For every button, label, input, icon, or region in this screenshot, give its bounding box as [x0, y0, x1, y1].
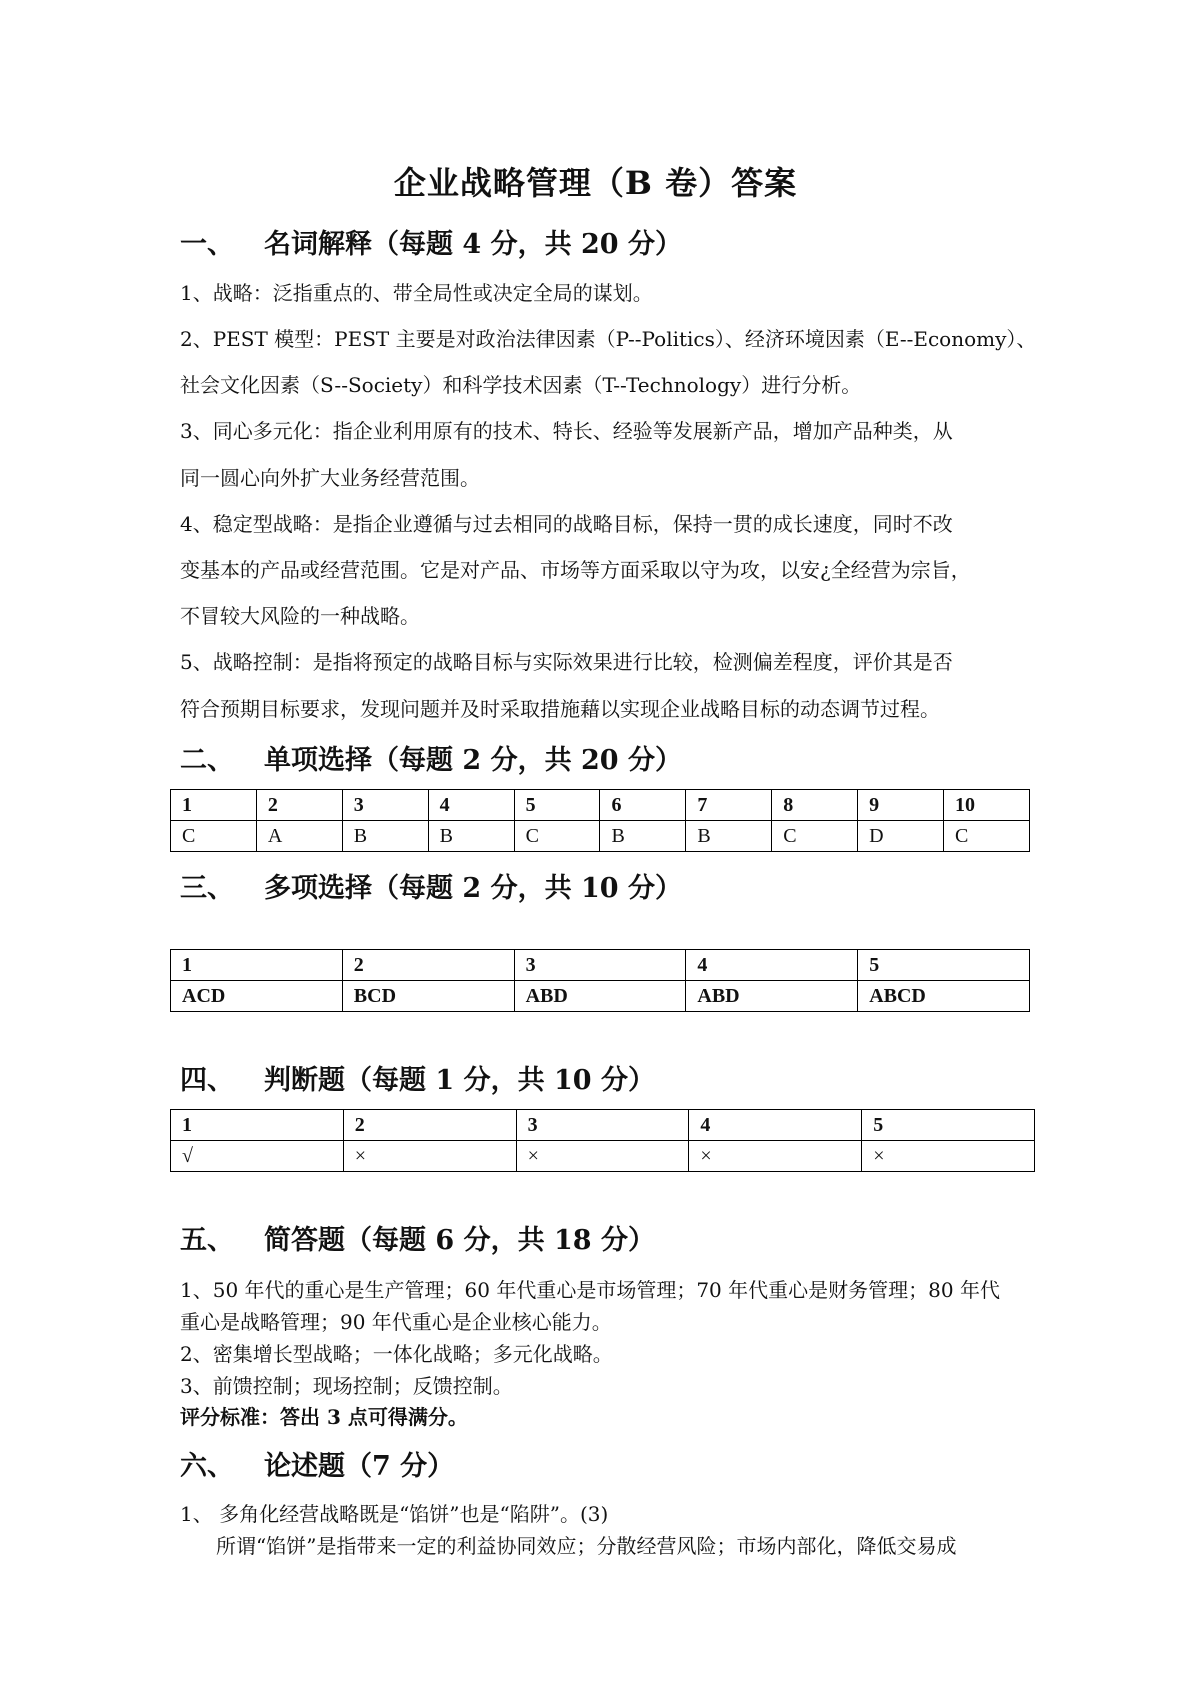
- section-2-heading: [180, 738, 682, 777]
- question-number: 1: [171, 1110, 344, 1141]
- s5-line-1: 1、50 年代的重心是生产管理；60 年代重心是市场管理；70 年代重心是财务管理；80 年代: [180, 1278, 1000, 1302]
- s6-line-1: 1、 多角化经营战略既是“馅饼”也是“陷阱”。(3): [180, 1502, 609, 1526]
- question-number: 5: [862, 1110, 1035, 1141]
- s1-line-1: 1、战略：泛指重点的、带全局性或决定全局的谋划。: [180, 281, 653, 305]
- answer-cell: B: [342, 821, 428, 852]
- answer-cell: √: [171, 1141, 344, 1172]
- section-4-heading: [180, 1058, 655, 1097]
- section-2-number: 二、: [180, 745, 234, 776]
- s5-line-3: 2、密集增长型战略；一体化战略；多元化战略。: [180, 1342, 613, 1366]
- s1-line-4: 3、同心多元化：指企业利用原有的技术、特长、经验等发展新产品，增加产品种类，从: [180, 419, 953, 443]
- question-number: 4: [428, 790, 514, 821]
- section-5-heading: [180, 1218, 655, 1257]
- answer-cell: B: [428, 821, 514, 852]
- question-number: 3: [514, 950, 686, 981]
- single-choice-answer-table: [170, 789, 1030, 852]
- s1-line-6: 4、稳定型战略：是指企业遵循与过去相同的战略目标，保持一贯的成长速度，同时不改: [180, 512, 953, 536]
- s1-line-7: 变基本的产品或经营范围。它是对产品、市场等方面采取以守为攻，以安¿全经营为宗旨，: [180, 558, 971, 582]
- s1-line-3: 社会文化因素（S--Society）和科学技术因素（T--Technology）进行分析。: [180, 373, 862, 397]
- section-6-title: 论述题（7 分）: [264, 1451, 455, 1482]
- answer-cell: ×: [689, 1141, 862, 1172]
- question-number: 6: [600, 790, 686, 821]
- question-number: 1: [171, 790, 257, 821]
- multiple-choice-answer-table: [170, 949, 1030, 1012]
- question-number: 5: [858, 950, 1030, 981]
- question-number: 9: [858, 790, 944, 821]
- s1-line-2: 2、PEST 模型：PEST 主要是对政治法律因素（P--Politics）、经济环境因素（E--Economy）、: [180, 327, 1037, 351]
- scoring-criteria: 评分标准：答出 3 点可得满分。: [180, 1405, 468, 1429]
- table-header-row: [171, 790, 1030, 821]
- answer-cell: D: [858, 821, 944, 852]
- answer-cell: C: [171, 821, 257, 852]
- section-1-number: 一、: [180, 229, 234, 260]
- answer-cell: B: [600, 821, 686, 852]
- s5-line-2: 重心是战略管理；90 年代重心是企业核心能力。: [180, 1310, 612, 1334]
- question-number: 2: [256, 790, 342, 821]
- answer-cell: BCD: [342, 981, 514, 1012]
- question-number: 5: [514, 790, 600, 821]
- question-number: 2: [343, 1110, 516, 1141]
- answer-cell: ACD: [171, 981, 343, 1012]
- answer-cell: ×: [343, 1141, 516, 1172]
- table-answer-row: [171, 981, 1030, 1012]
- answer-cell: ABD: [686, 981, 858, 1012]
- s1-line-5: 同一圆心向外扩大业务经营范围。: [180, 466, 480, 490]
- section-5-number: 五、: [180, 1225, 234, 1256]
- question-number: 3: [516, 1110, 689, 1141]
- document-title: 企业战略管理（B 卷）答案: [393, 164, 798, 202]
- question-number: 10: [944, 790, 1030, 821]
- s5-line-4: 3、前馈控制；现场控制；反馈控制。: [180, 1374, 513, 1398]
- question-number: 4: [686, 950, 858, 981]
- answer-cell: ABD: [514, 981, 686, 1012]
- true-false-answer-table: [170, 1109, 1035, 1172]
- answer-cell: ×: [516, 1141, 689, 1172]
- answer-cell: ×: [862, 1141, 1035, 1172]
- s6-line-2: 所谓“馅饼”是指带来一定的利益协同效应；分散经营风险；市场内部化，降低交易成: [216, 1534, 957, 1558]
- answer-cell: C: [772, 821, 858, 852]
- question-number: 8: [772, 790, 858, 821]
- question-number: 7: [686, 790, 772, 821]
- table-answer-row: [171, 821, 1030, 852]
- section-3-heading: [180, 866, 682, 905]
- answer-cell: C: [514, 821, 600, 852]
- section-3-title: 多项选择（每题 2 分，共 10 分）: [264, 873, 682, 904]
- answer-cell: A: [256, 821, 342, 852]
- s1-line-8: 不冒较大风险的一种战略。: [180, 604, 420, 628]
- section-4-title: 判断题（每题 1 分，共 10 分）: [264, 1065, 655, 1096]
- s1-line-9: 5、战略控制：是指将预定的战略目标与实际效果进行比较，检测偏差程度，评价其是否: [180, 650, 953, 674]
- question-number: 2: [342, 950, 514, 981]
- section-4-number: 四、: [180, 1065, 234, 1096]
- section-5-title: 简答题（每题 6 分，共 18 分）: [264, 1225, 655, 1256]
- section-2-title: 单项选择（每题 2 分，共 20 分）: [264, 745, 682, 776]
- table-header-row: [171, 1110, 1035, 1141]
- answer-cell: B: [686, 821, 772, 852]
- question-number: 3: [342, 790, 428, 821]
- section-6-heading: [180, 1444, 454, 1483]
- section-6-number: 六、: [180, 1451, 234, 1482]
- question-number: 1: [171, 950, 343, 981]
- section-1-title: 名词解释（每题 4 分，共 20 分）: [264, 229, 682, 260]
- s1-line-10: 符合预期目标要求，发现问题并及时采取措施藉以实现企业战略目标的动态调节过程。: [180, 697, 940, 721]
- answer-cell: C: [944, 821, 1030, 852]
- answer-cell: ABCD: [858, 981, 1030, 1012]
- question-number: 4: [689, 1110, 862, 1141]
- section-3-number: 三、: [180, 873, 234, 904]
- section-1-heading: [180, 222, 682, 261]
- table-answer-row: [171, 1141, 1035, 1172]
- table-header-row: [171, 950, 1030, 981]
